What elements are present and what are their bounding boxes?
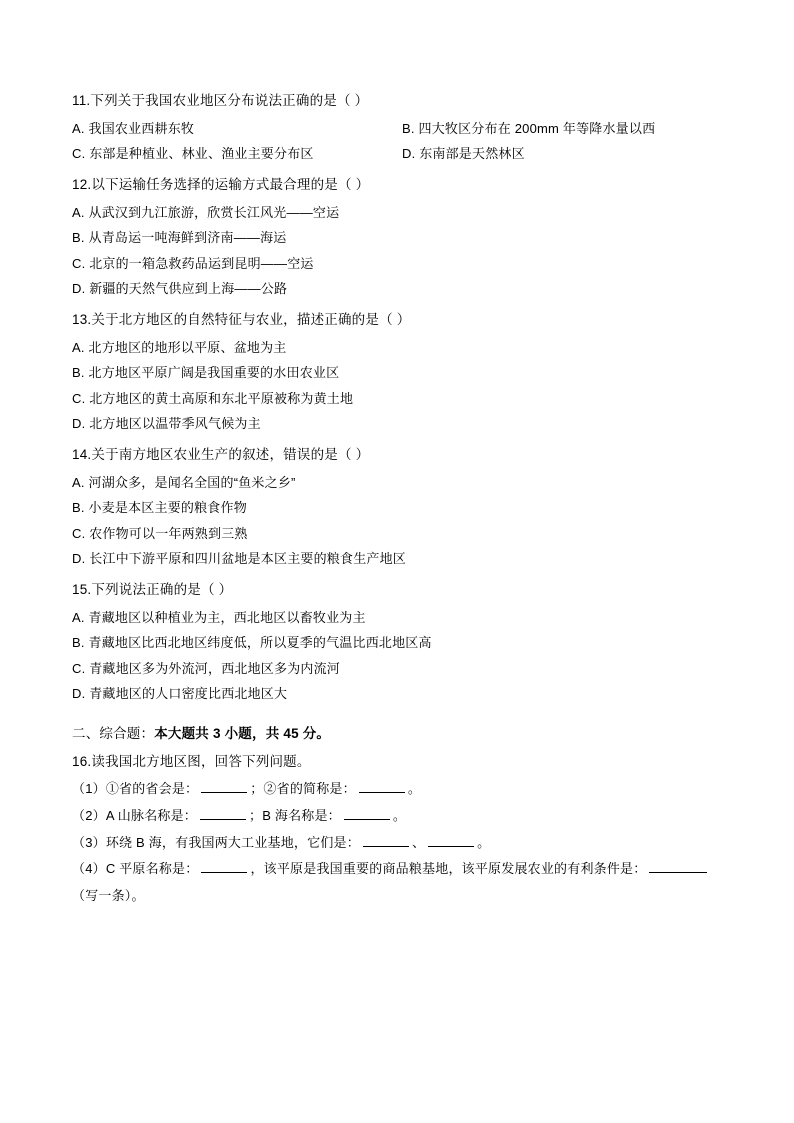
question-13-option-b[interactable]: B. 北方地区平原广阔是我国重要的水田农业区: [72, 365, 340, 381]
question-15-option-b[interactable]: B. 青藏地区比西北地区纬度低，所以夏季的气温比西北地区高: [72, 635, 432, 651]
question-14-option-d[interactable]: D. 长江中下游平原和四川盆地是本区主要的粮食生产地区: [72, 551, 407, 567]
part-4-text-1: （4）C 平原名称是：: [72, 861, 199, 877]
question-11-option-c[interactable]: C. 东部是种植业、林业、渔业主要分布区: [72, 145, 314, 161]
answer-blank[interactable]: [201, 860, 247, 873]
answer-blank[interactable]: [359, 780, 405, 793]
answer-blank[interactable]: [363, 833, 409, 846]
part-4-text-2: ，该平原是我国重要的商品粮基地，该平原发展农业的有利条件是：: [250, 861, 647, 877]
question-16-part-1: [72, 776, 722, 803]
part-4-continued-text: （写一条）。: [72, 887, 145, 903]
question-12-option-c[interactable]: C. 北京的一箱急救药品运到昆明——空运: [72, 255, 314, 271]
question-14-stem: 14.关于南方地区农业生产的叙述，错误的是（ ）: [72, 447, 370, 463]
question-13: [72, 307, 722, 436]
question-14-option-a[interactable]: A. 河湖众多，是闻名全国的“鱼米之乡”: [72, 475, 296, 490]
answer-blank[interactable]: [428, 833, 474, 846]
part-3-text-3: 。: [477, 834, 491, 850]
section-heading-bold: 本大题共 3 小题，共 45 分。: [154, 726, 331, 742]
answer-blank[interactable]: [200, 807, 246, 820]
question-14-option-b[interactable]: B. 小麦是本区主要的粮食作物: [72, 500, 247, 516]
question-12-stem: 12.以下运输任务选择的运输方式最合理的是（ ）: [72, 177, 370, 193]
question-16-stem: 16.读我国北方地区图，回答下列问题。: [72, 753, 311, 769]
section-heading: [72, 720, 722, 748]
question-11-option-a[interactable]: A. 我国农业西耕东牧: [72, 120, 195, 136]
section-heading-prefix: 二、综合题：: [72, 726, 155, 742]
question-13-option-d[interactable]: D. 北方地区以温带季风气候为主: [72, 416, 261, 432]
question-15-stem: 15.下列说法正确的是（ ）: [72, 582, 233, 598]
question-14: [72, 442, 722, 571]
question-13-option-a[interactable]: A. 北方地区的地形以平原、盆地为主: [72, 339, 287, 355]
question-14-option-c[interactable]: C. 农作物可以一年两熟到三熟: [72, 525, 248, 541]
question-13-option-c[interactable]: C. 北方地区的黄土高原和东北平原被称为黄土地: [72, 390, 354, 406]
question-11-stem: 11.下列关于我国农业地区分布说法正确的是（ ）: [72, 93, 369, 108]
answer-blank[interactable]: [344, 807, 390, 820]
answer-blank[interactable]: [649, 860, 707, 873]
question-15: [72, 577, 722, 706]
question-12: [72, 172, 722, 301]
part-1-text-2: ；②省的简称是：: [250, 781, 356, 797]
question-11-options-row-1: [72, 116, 722, 141]
question-11-option-b[interactable]: B. 四大牧区分布在 200mm 年等降水量以西: [402, 120, 656, 136]
question-15-option-a[interactable]: A. 青藏地区以种植业为主，西北地区以畜牧业为主: [72, 610, 366, 626]
question-12-option-b[interactable]: B. 从青岛运一吨海鲜到济南——海运: [72, 230, 287, 246]
answer-blank[interactable]: [201, 780, 247, 793]
part-3-text-2: 、: [411, 834, 426, 850]
question-16-part-3: [72, 830, 722, 857]
part-3-text-1: （3）环绕 B 海，有我国两大工业基地，它们是：: [72, 834, 360, 850]
question-16: [72, 749, 722, 910]
question-12-option-a[interactable]: A. 从武汉到九江旅游，欣赏长江风光——空运: [72, 204, 340, 220]
part-2-text-2: ；B 海名称是：: [249, 808, 341, 824]
question-15-option-d[interactable]: D. 青藏地区的人口密度比西北地区大: [72, 686, 288, 702]
question-11-option-d[interactable]: D. 东南部是天然林区: [402, 145, 525, 161]
question-13-stem: 13.关于北方地区的自然特征与农业，描述正确的是（ ）: [72, 312, 411, 328]
question-16-part-4-continued: [72, 883, 722, 910]
part-1-text-3: 。: [407, 781, 422, 797]
part-1-text-1: （1）①省的省会是：: [72, 781, 199, 797]
question-15-option-c[interactable]: C. 青藏地区多为外流河，西北地区多为内流河: [72, 660, 341, 676]
question-11-options-row-2: [72, 141, 722, 166]
question-12-option-d[interactable]: D. 新疆的天然气供应到上海——公路: [72, 281, 288, 296]
question-11: [72, 88, 722, 166]
part-2-text-3: 。: [392, 808, 407, 824]
part-2-text-1: （2）A 山脉名称是：: [72, 808, 197, 824]
question-16-part-2: [72, 803, 722, 830]
question-16-part-4: [72, 856, 722, 883]
